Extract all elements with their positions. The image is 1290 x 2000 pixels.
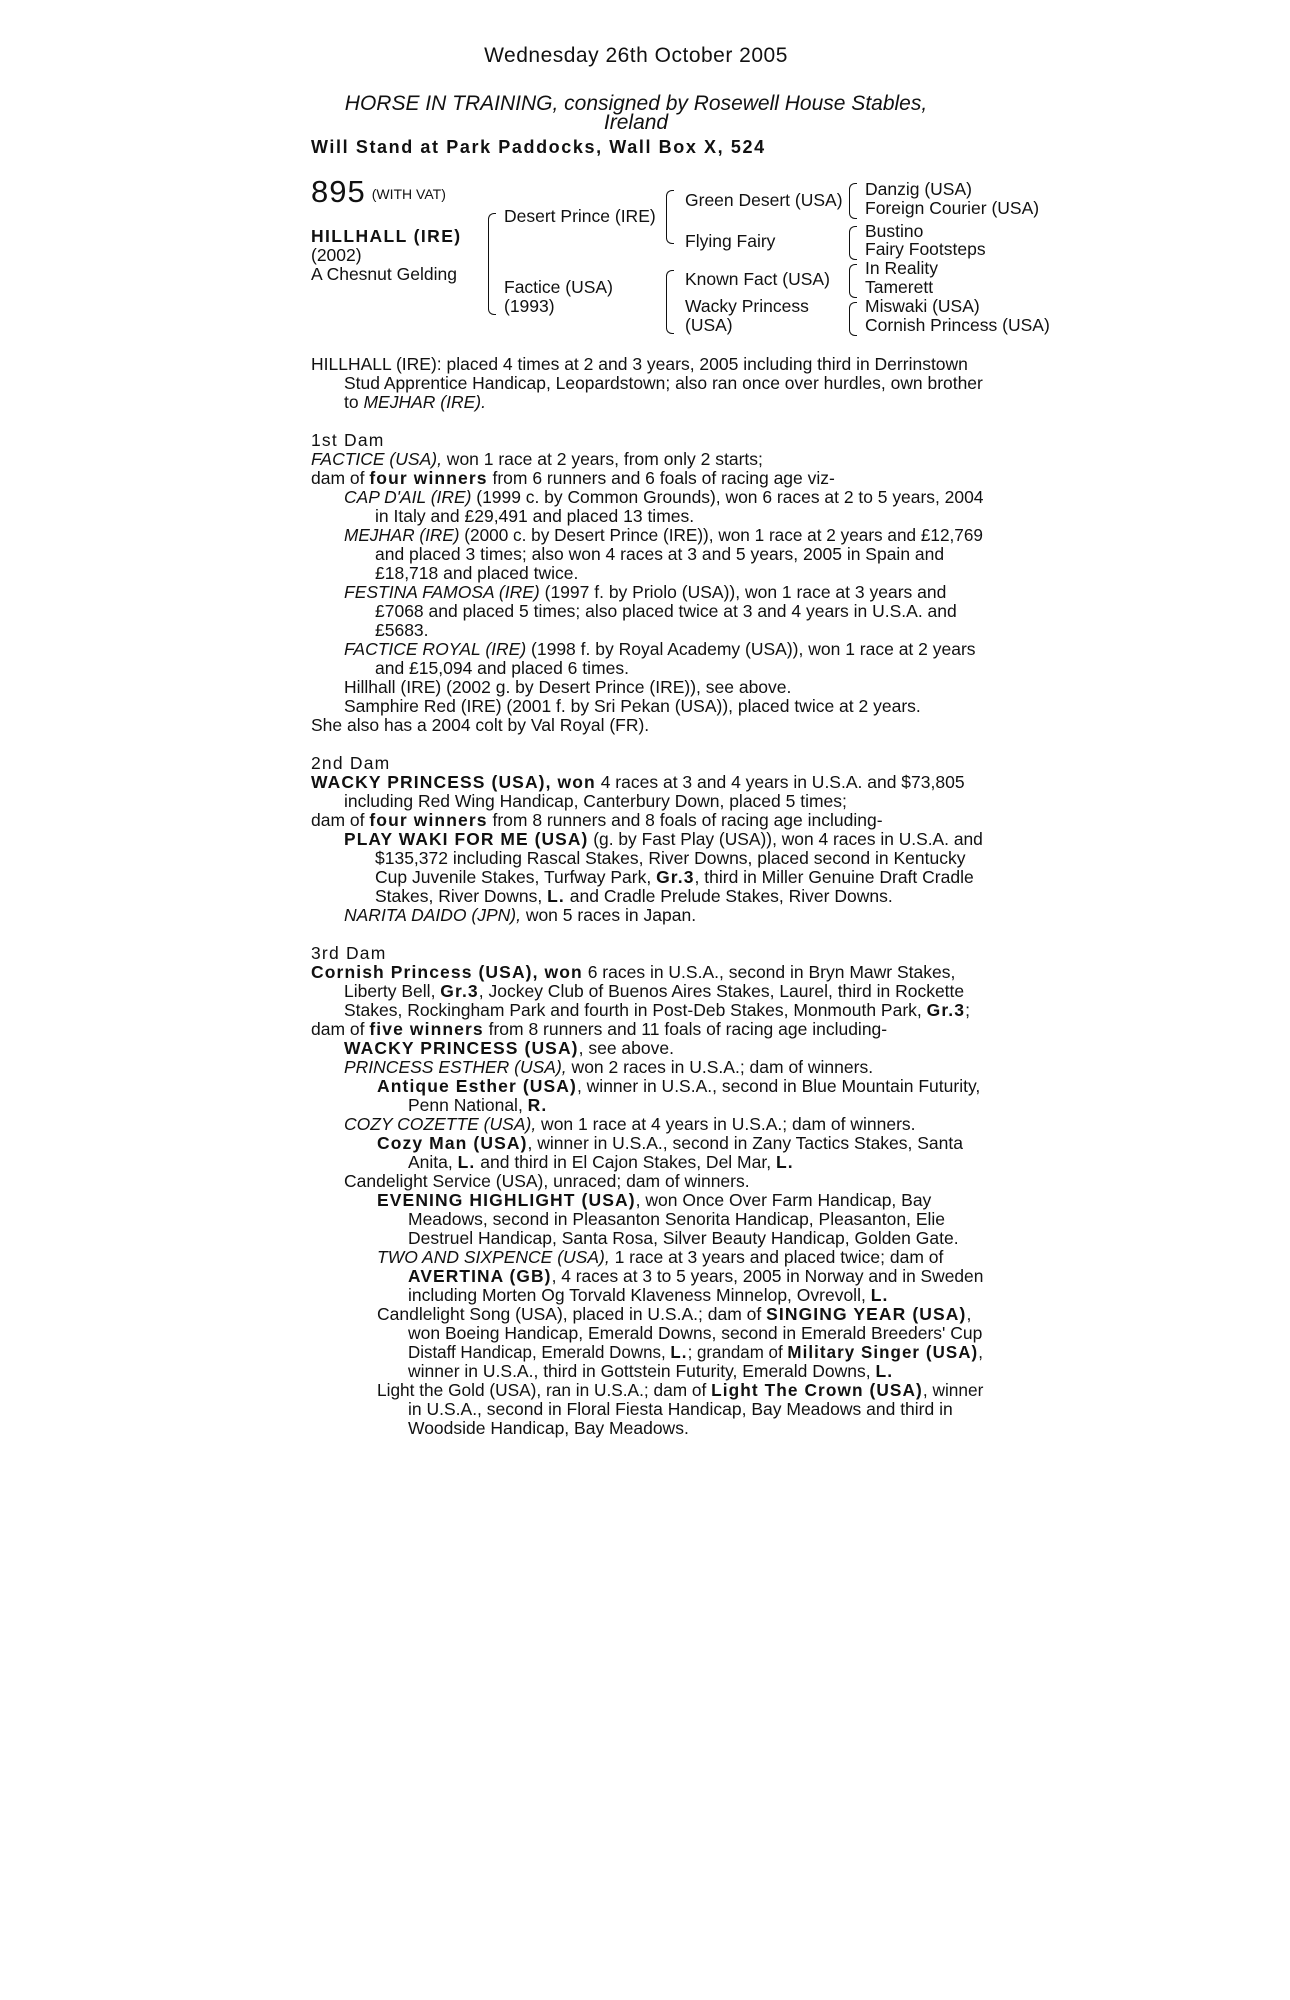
grade: L. (670, 1342, 688, 1362)
produce-line (377, 1134, 963, 1153)
text: , third in Miller Genuine Draft Cradle (694, 867, 974, 887)
text: , winner in U.S.A., second in Zany Tactics Stakes, Santa (527, 1133, 963, 1153)
produce-name: AVERTINA (GB) (408, 1266, 552, 1286)
text: ; grandam of (687, 1342, 788, 1362)
pedigree-sire: Desert Prince (IRE) (504, 206, 656, 226)
text: from 6 runners and 6 foals of racing age viz- (487, 468, 835, 488)
dam-name: Cornish Princess (USA), won (311, 962, 583, 982)
produce-line: and £15,094 and placed 6 times. (375, 658, 629, 678)
produce-line (377, 1077, 980, 1096)
produce-line (408, 1153, 794, 1172)
dam-line (344, 1001, 970, 1020)
dam-record: won 1 race at 2 years, from only 2 starts; (441, 449, 763, 469)
text: Light the Gold (USA), ran in U.S.A.; dam of (377, 1380, 712, 1400)
pedigree-dam-year: (1993) (504, 296, 555, 316)
produce-line: £7068 and placed 5 times; also placed twice at 3 and 4 years in U.S.A. and (375, 601, 957, 621)
produce-name: MEJHAR (IRE) (344, 525, 460, 545)
section-heading: 2nd Dam (311, 753, 391, 773)
produce-name: PLAY WAKI FOR ME (USA) (344, 829, 589, 849)
lot-number: 895 (311, 174, 366, 209)
pedigree-ss-s: Danzig (USA) (865, 179, 972, 199)
produce-line (377, 1305, 971, 1324)
winners-count: five winners (369, 1019, 484, 1039)
pedigree-dd-d: Cornish Princess (USA) (865, 315, 1050, 335)
pedigree-brace-dam (666, 270, 674, 334)
grade: L. (457, 1152, 476, 1172)
winners-count: four winners (369, 810, 488, 830)
text: , (966, 1304, 972, 1324)
dam-line (311, 1020, 887, 1039)
produce-line (344, 1058, 873, 1077)
produce-line (408, 1343, 983, 1362)
grade: R. (527, 1095, 548, 1115)
produce-line: Hillhall (IRE) (2002 g. by Desert Prince (IRE)), see above. (344, 677, 792, 697)
pedigree-dam: Factice (USA) (504, 277, 613, 297)
produce-name: NARITA DAIDO (JPN), (344, 905, 521, 925)
dam-line (311, 469, 835, 488)
pedigree-dam-dam: Wacky Princess (685, 296, 809, 316)
text: , Jockey Club of Buenos Aires Stakes, Laurel, third in Rockette (478, 981, 965, 1001)
text: dam of (311, 810, 370, 830)
produce-line: and placed 3 times; also won 4 races at 3 and 5 years, 2005 in Spain and (375, 544, 945, 564)
text: (1999 c. by Common Grounds), won 6 races at 2 to 5 years, 2004 (471, 487, 984, 507)
text: including Morten Og Torvald Klaveness Minnelop, Ovrevoll, (408, 1285, 871, 1305)
produce-line: £5683. (375, 620, 429, 640)
produce-line (408, 1267, 983, 1286)
horse-year: (2002) (311, 245, 362, 265)
text: , see above. (578, 1038, 674, 1058)
winners-count: four winners (369, 468, 488, 488)
horse-details (311, 227, 462, 284)
grade: L. (875, 1361, 894, 1381)
produce-line (344, 526, 983, 545)
pedigree-brace-sd (849, 226, 857, 260)
text: and Cradle Prelude Stakes, River Downs. (564, 886, 893, 906)
produce-line (344, 830, 983, 849)
pedigree-sire-dam: Flying Fairy (685, 231, 776, 251)
pedigree-sd-s: Bustino (865, 221, 924, 241)
text: Penn National, (408, 1095, 528, 1115)
text: , 4 races at 3 to 5 years, 2005 in Norway and in Sweden (551, 1266, 984, 1286)
horse-name: HILLHALL (IRE) (311, 226, 462, 246)
produce-line (375, 887, 893, 906)
text: Stakes, River Downs, (375, 886, 548, 906)
text: dam of (311, 1019, 370, 1039)
produce-name: EVENING HIGHLIGHT (USA) (377, 1190, 636, 1210)
pedigree-ss-d: Foreign Courier (USA) (865, 198, 1040, 218)
grade: Gr.3 (440, 981, 479, 1001)
produce-name: SINGING YEAR (USA) (766, 1304, 967, 1324)
dam-name: WACKY PRINCESS (USA), won (311, 772, 596, 792)
produce-name: FACTICE ROYAL (IRE) (344, 639, 527, 659)
produce-name: PRINCESS ESTHER (USA), (344, 1057, 567, 1077)
pedigree-ds-s: In Reality (865, 258, 938, 278)
dam-line (344, 982, 964, 1001)
produce-name: FESTINA FAMOSA (IRE) (344, 582, 540, 602)
dam-name: FACTICE (USA), (311, 449, 442, 469)
sale-date: Wednesday 26th October 2005 (484, 44, 788, 67)
dam-line (311, 963, 955, 982)
produce-line (344, 1039, 674, 1058)
text: , won Once Over Farm Handicap, Bay (635, 1190, 932, 1210)
dam-record: 6 races in U.S.A., second in Bryn Mawr Stakes, (582, 962, 956, 982)
text: 1 race at 3 years and placed twice; dam of (609, 1247, 944, 1267)
text: Anita, (408, 1152, 458, 1172)
produce-line (408, 1096, 547, 1115)
produce-line (344, 1115, 916, 1134)
text: (1997 f. by Priolo (USA)), won 1 race at 3 years and (539, 582, 947, 602)
text: from 8 runners and 8 foals of racing age including- (487, 810, 883, 830)
grade: L. (547, 886, 565, 906)
produce-line: $135,372 including Rascal Stakes, River Downs, placed second in Kentucky (375, 848, 966, 868)
produce-line (375, 868, 974, 887)
text: (g. by Fast Play (USA)), won 4 races in U.S.A. and (588, 829, 983, 849)
produce-name: Light The Crown (USA) (711, 1380, 923, 1400)
horse-description: A Chesnut Gelding (311, 264, 457, 284)
pedigree-sd-d: Fairy Footsteps (865, 239, 986, 259)
produce-line: She also has a 2004 colt by Val Royal (FR). (311, 715, 650, 735)
produce-line (408, 1362, 893, 1381)
grade: L. (870, 1285, 889, 1305)
text: Distaff Handicap, Emerald Downs, (408, 1342, 671, 1362)
dam-line: including Red Wing Handicap, Canterbury Down, placed 5 times; (344, 791, 847, 811)
pedigree-dam-dam-2: (USA) (685, 315, 733, 335)
pedigree-brace-ds (849, 264, 857, 298)
produce-line: in Italy and £29,491 and placed 13 times. (375, 506, 695, 526)
produce-line: in U.S.A., second in Floral Fiesta Handicap, Bay Meadows and third in (408, 1399, 953, 1419)
dam-record: 4 races at 3 and 4 years in U.S.A. and $73,805 (595, 772, 965, 792)
produce-line (377, 1248, 943, 1267)
produce-line: Meadows, second in Pleasanton Senorita Handicap, Pleasanton, Elie (408, 1209, 946, 1229)
text: dam of (311, 468, 370, 488)
dam-line (311, 811, 883, 830)
produce-line (344, 583, 946, 602)
produce-name: Military Singer (USA) (787, 1342, 979, 1362)
produce-name: WACKY PRINCESS (USA) (344, 1038, 579, 1058)
dam-line (311, 450, 763, 469)
text: (1998 f. by Royal Academy (USA)), won 1 race at 2 years (526, 639, 976, 659)
produce-line: Destruel Handicap, Santa Rosa, Silver Beauty Handicap, Golden Gate. (408, 1228, 959, 1248)
pedigree-brace-main (488, 213, 496, 315)
text: ; (965, 1000, 970, 1020)
produce-name: CAP D'AIL (IRE) (344, 487, 472, 507)
produce-line: Candelight Service (USA), unraced; dam of winners. (344, 1171, 750, 1191)
pedigree-sire-sire: Green Desert (USA) (685, 190, 843, 210)
summary-line: Stud Apprentice Handicap, Leopardstown; also ran once over hurdles, own brother (344, 373, 983, 393)
section-heading: 3rd Dam (311, 943, 387, 963)
produce-line: Woodside Handicap, Bay Meadows. (408, 1418, 689, 1438)
pedigree-brace-dd (849, 302, 857, 336)
produce-name: Cozy Man (USA) (377, 1133, 528, 1153)
pedigree-dd-s: Miswaki (USA) (865, 296, 980, 316)
text: and third in El Cajon Stakes, Del Mar, (475, 1152, 776, 1172)
produce-name: COZY COZETTE (USA), (344, 1114, 537, 1134)
pedigree-ds-d: Tamerett (865, 277, 934, 297)
stand-location: Will Stand at Park Paddocks, Wall Box X, 524 (311, 137, 766, 157)
summary-line (344, 393, 486, 412)
text: , winner in U.S.A., second in Blue Mountain Futurity, (576, 1076, 981, 1096)
produce-name: Antique Esther (USA) (377, 1076, 577, 1096)
vat-note: (WITH VAT) (371, 186, 446, 202)
text: , winner (922, 1380, 984, 1400)
text: (2000 c. by Desert Prince (IRE)), won 1 race at 2 years and £12,769 (459, 525, 983, 545)
text: Candlelight Song (USA), placed in U.S.A.; dam of (377, 1304, 767, 1324)
summary-line: HILLHALL (IRE): placed 4 times at 2 and 3 years, 2005 including third in Derrinstown (311, 354, 968, 374)
produce-name: TWO AND SIXPENCE (USA), (377, 1247, 610, 1267)
section-heading: 1st Dam (311, 430, 385, 450)
dam-line (311, 773, 965, 792)
summary-text: to (344, 392, 364, 412)
grade: Gr.3 (926, 1000, 966, 1020)
produce-line: £18,718 and placed twice. (375, 563, 579, 583)
produce-line (377, 1191, 931, 1210)
text: won 5 races in Japan. (520, 905, 697, 925)
text: Liberty Bell, (344, 981, 441, 1001)
produce-line: won Boeing Handicap, Emerald Downs, second in Emerald Breeders' Cup (408, 1323, 983, 1343)
text: Cup Juvenile Stakes, Turfway Park, (375, 867, 657, 887)
produce-line (377, 1381, 983, 1400)
text: , (978, 1342, 983, 1362)
produce-line (344, 906, 696, 925)
sibling-name: MEJHAR (IRE). (363, 392, 486, 412)
lot-number-block (311, 174, 446, 209)
produce-line (344, 488, 983, 507)
consignment-line: HORSE IN TRAINING, consigned by Rosewell House Stables, Ireland (344, 92, 928, 134)
text: won 2 races in U.S.A.; dam of winners. (566, 1057, 874, 1077)
pedigree-brace-ss (849, 183, 857, 219)
produce-line (344, 640, 976, 659)
grade: L. (775, 1152, 794, 1172)
produce-line: Samphire Red (IRE) (2001 f. by Sri Pekan (USA)), placed twice at 2 years. (344, 696, 921, 716)
text: won 1 race at 4 years in U.S.A.; dam of winners. (536, 1114, 916, 1134)
text: from 8 runners and 11 foals of racing age including- (483, 1019, 888, 1039)
text: Stakes, Rockingham Park and fourth in Post-Deb Stakes, Monmouth Park, (344, 1000, 927, 1020)
text: winner in U.S.A., third in Gottstein Futurity, Emerald Downs, (408, 1361, 876, 1381)
produce-line (408, 1286, 888, 1305)
pedigree-dam-sire: Known Fact (USA) (685, 269, 830, 289)
pedigree-brace-sire (666, 190, 674, 244)
grade: Gr.3 (656, 867, 695, 887)
